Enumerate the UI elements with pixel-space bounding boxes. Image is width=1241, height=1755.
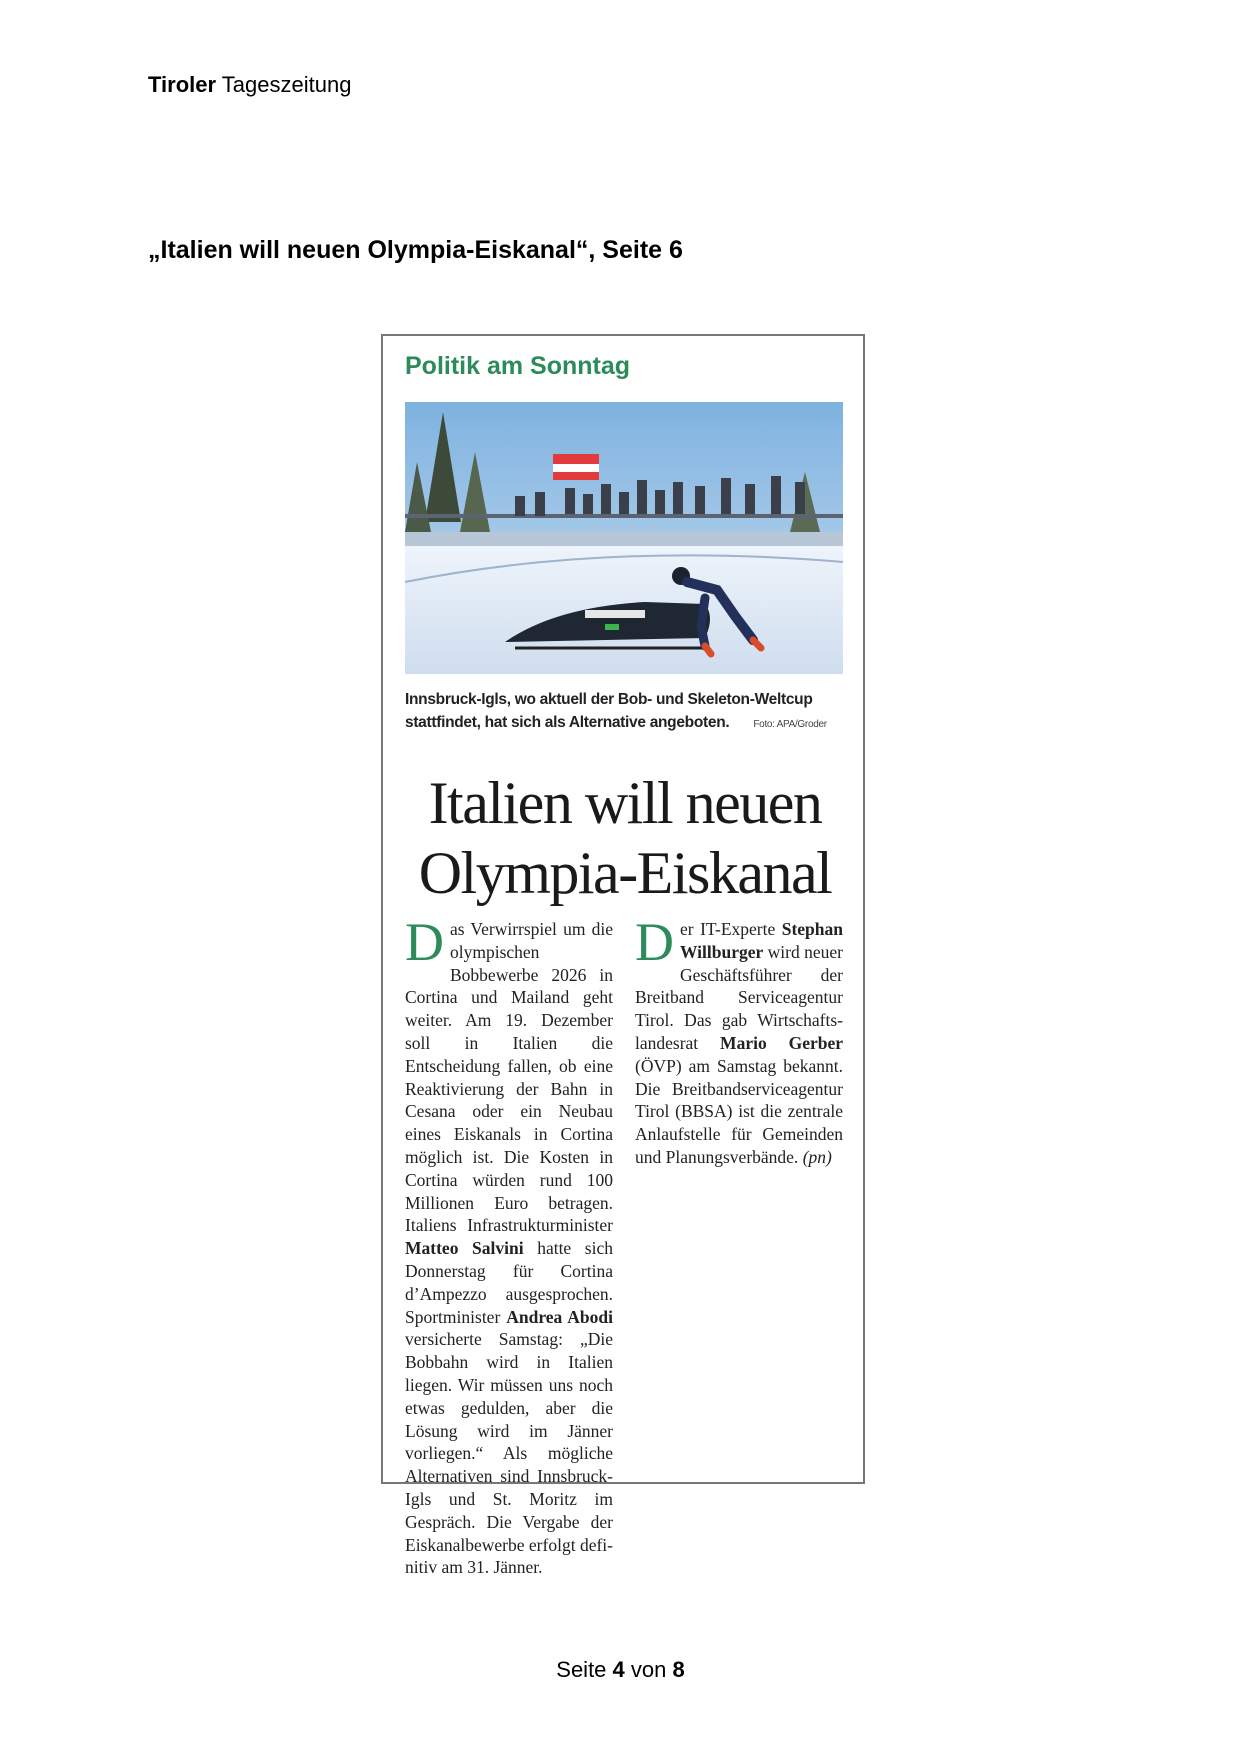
section-rubric: Politik am Sonntag — [405, 352, 631, 380]
text-run: hatte sich Donnerstag für Cortina d’Ampezzo ausgesprochen. Sportminister — [405, 1238, 613, 1327]
author-signature: (pn) — [802, 1146, 832, 1167]
photo-caption-text: Innsbruck-Igls, wo aktuell der Bob- und Skeleton-Weltcup stattfindet, hat sich als Alternative angeboten. — [405, 691, 813, 731]
bobsleigh-photo-image — [405, 402, 843, 674]
publication-name-bold: Tiroler — [148, 72, 217, 97]
text-run: (ÖVP) am Samstag bekannt. Die Breitbandserviceagentur Tirol (BBSA) ist die zentrale Anlaufstelle für Gemeinden und Planungsverbände. — [635, 1055, 843, 1167]
person-name: Andrea Abodi — [506, 1306, 614, 1327]
publication-name — [148, 72, 351, 98]
headline-line-1: Italien will neuen — [428, 770, 822, 836]
headline-line-2: Olympia-Eiskanal — [418, 840, 832, 906]
page-number-footer — [0, 1657, 1241, 1683]
person-name: Matteo Salvini — [405, 1238, 524, 1259]
photo-caption — [405, 688, 843, 736]
text-run: wird neuer Geschäftsführer der Breitband Serviceagentur Tirol. Das gab Wirtschaftslandesrat — [635, 941, 843, 1053]
current-page: 4 — [612, 1657, 625, 1682]
person-name: Mario Gerber — [720, 1032, 843, 1053]
drop-cap: D — [405, 912, 444, 972]
footer-prefix: Seite — [556, 1657, 613, 1682]
text-run: versicherte Samstag: „Die Bobbahn wird in Italien liegen. Wir müssen uns noch etwas gedulden, aber die Lösung wird im Jänner vorliegen.“ Als mögliche Alternativen sind Innsbruck-Igls und St. Moritz im Gespräch. Die Vergabe der Eiskanalbewerbe erfolgt definitiv am 31. Jänner. — [405, 1329, 613, 1578]
bobsleigh-photo — [405, 402, 843, 674]
article-olympia-text — [405, 912, 614, 1579]
publication-name-rest: Tageszeitung — [216, 72, 352, 97]
text-run: as Verwirrspiel um die olympischen Bobbewerbe 2026 in Cortina und Mailand geht weiter. Am 19. Dezember soll in Italien die Entscheidung fallen, ob eine Reaktivierung der Bahn in Cesana oder ein Neubau eines Eiskanals in Cortina möglich ist. Die Kosten in Cortina würden rund 100 Millionen Euro betragen. Italiens Infrastrukturminister — [405, 919, 613, 1236]
total-pages: 8 — [672, 1657, 685, 1682]
article-reference-title: „Italien will neuen Olympia-Eiskanal“, Seite 6 — [148, 236, 683, 264]
article-column-right — [635, 912, 843, 1169]
article-headline — [403, 768, 847, 908]
photo-credit: Foto: APA/Groder — [753, 719, 827, 730]
drop-cap: D — [635, 912, 674, 972]
footer-middle: von — [624, 1657, 673, 1682]
article-bbsa-text — [635, 912, 843, 1169]
person-name: Stephan Willburger — [680, 919, 843, 962]
newspaper-clipping — [381, 334, 865, 1578]
text-run: er IT-Experte — [680, 919, 782, 939]
article-column-left — [405, 912, 614, 1579]
